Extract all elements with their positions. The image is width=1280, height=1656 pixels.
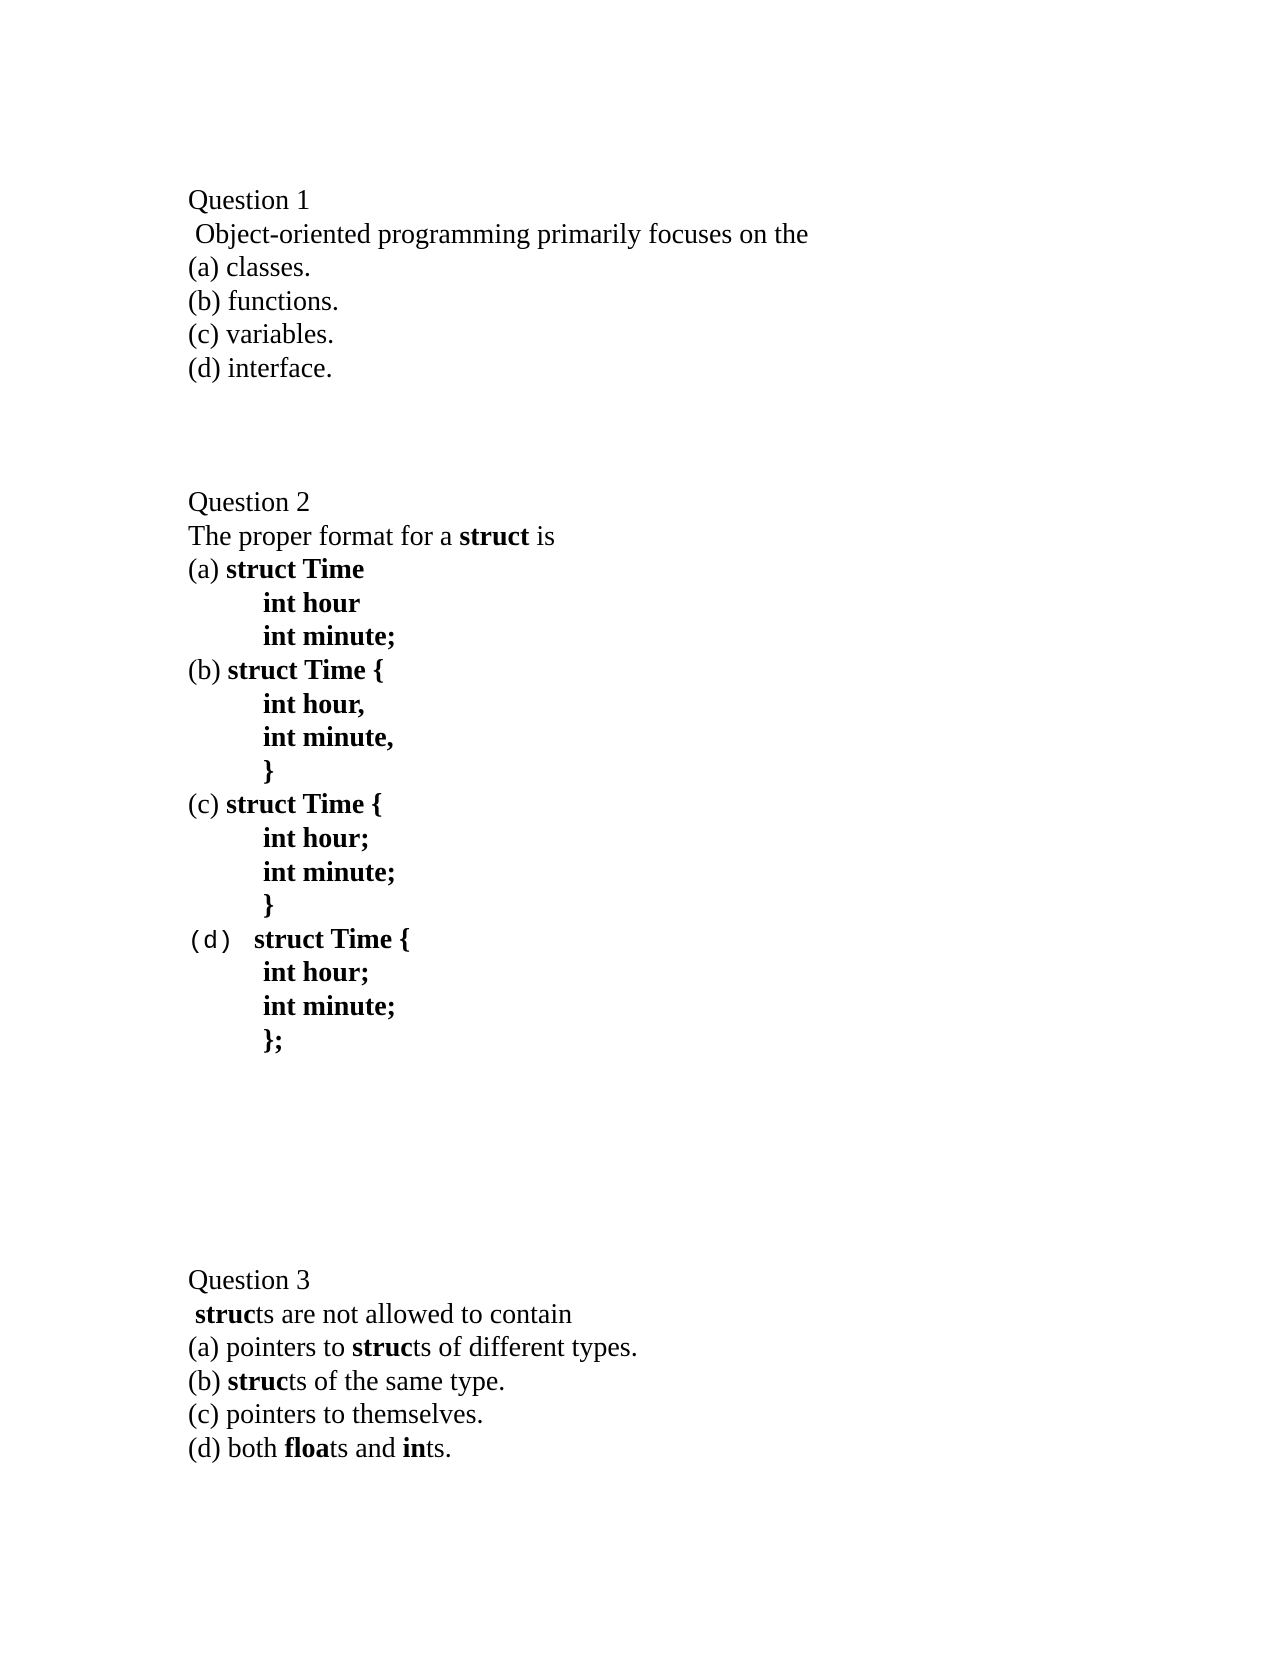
- code-line: int hour: [263, 587, 361, 619]
- option-text-end: ts.: [426, 1432, 452, 1464]
- option-a: [188, 1331, 638, 1365]
- option-label: (c): [188, 789, 227, 821]
- code-head: struct Time {: [254, 923, 411, 955]
- code-head: struct Time: [226, 554, 365, 586]
- option-text: (b): [188, 1365, 228, 1397]
- prompt-text: The proper format for a: [188, 520, 460, 552]
- code-head: struct Time {: [226, 789, 383, 821]
- question-title: Question 3: [188, 1265, 311, 1296]
- option-keyword: struc: [227, 1365, 289, 1397]
- option-d: [188, 923, 555, 957]
- option-d: (d) interface.: [188, 352, 333, 384]
- option-a: [188, 553, 555, 587]
- prompt-keyword: struc: [195, 1298, 256, 1330]
- option-b: [188, 1365, 638, 1399]
- option-b: [188, 654, 555, 688]
- option-c: (c) variables.: [188, 319, 335, 351]
- option-text: (a) pointers to: [188, 1332, 353, 1364]
- code-line: int minute;: [263, 856, 396, 888]
- code-line: int hour;: [263, 957, 370, 989]
- prompt-text-end: is: [529, 520, 555, 552]
- option-b: (b) functions.: [188, 285, 339, 317]
- option-d: [188, 1432, 638, 1466]
- code-line: int hour;: [263, 822, 370, 854]
- option-a: (a) classes.: [188, 252, 311, 284]
- question-prompt: [188, 520, 555, 554]
- option-label: (a): [188, 554, 227, 586]
- question-prompt: Object-oriented programming primarily focuses on the: [195, 218, 809, 250]
- code-head: struct Time {: [227, 654, 384, 686]
- question-title: Question 2: [188, 487, 311, 518]
- question-title: Question 1: [188, 185, 311, 216]
- option-text-mid: ts and: [329, 1432, 403, 1464]
- code-line: };: [263, 1024, 284, 1056]
- option-text-end: ts of different types.: [412, 1332, 638, 1364]
- option-label: (b): [188, 654, 228, 686]
- code-line: int minute;: [263, 621, 396, 653]
- code-line: }: [263, 755, 275, 787]
- option-text-end: ts of the same type.: [288, 1365, 506, 1397]
- code-line: int minute,: [263, 722, 394, 754]
- option-text: (d) both: [188, 1432, 285, 1464]
- code-line: int hour,: [263, 688, 365, 720]
- prompt-keyword: struct: [459, 520, 530, 552]
- question-1: [188, 184, 808, 386]
- code-line: }: [263, 890, 275, 922]
- option-keyword-2: in: [402, 1432, 427, 1464]
- option-keyword: floa: [284, 1432, 330, 1464]
- option-label: (d): [188, 926, 234, 956]
- question-3: [188, 1264, 638, 1466]
- option-c: [188, 788, 555, 822]
- question-2: [188, 486, 555, 1057]
- option-keyword: struc: [352, 1332, 413, 1364]
- option-c: (c) pointers to themselves.: [188, 1399, 484, 1431]
- prompt-text: ts are not allowed to contain: [255, 1298, 573, 1330]
- question-prompt: [188, 1298, 638, 1332]
- code-line: int minute;: [263, 990, 396, 1022]
